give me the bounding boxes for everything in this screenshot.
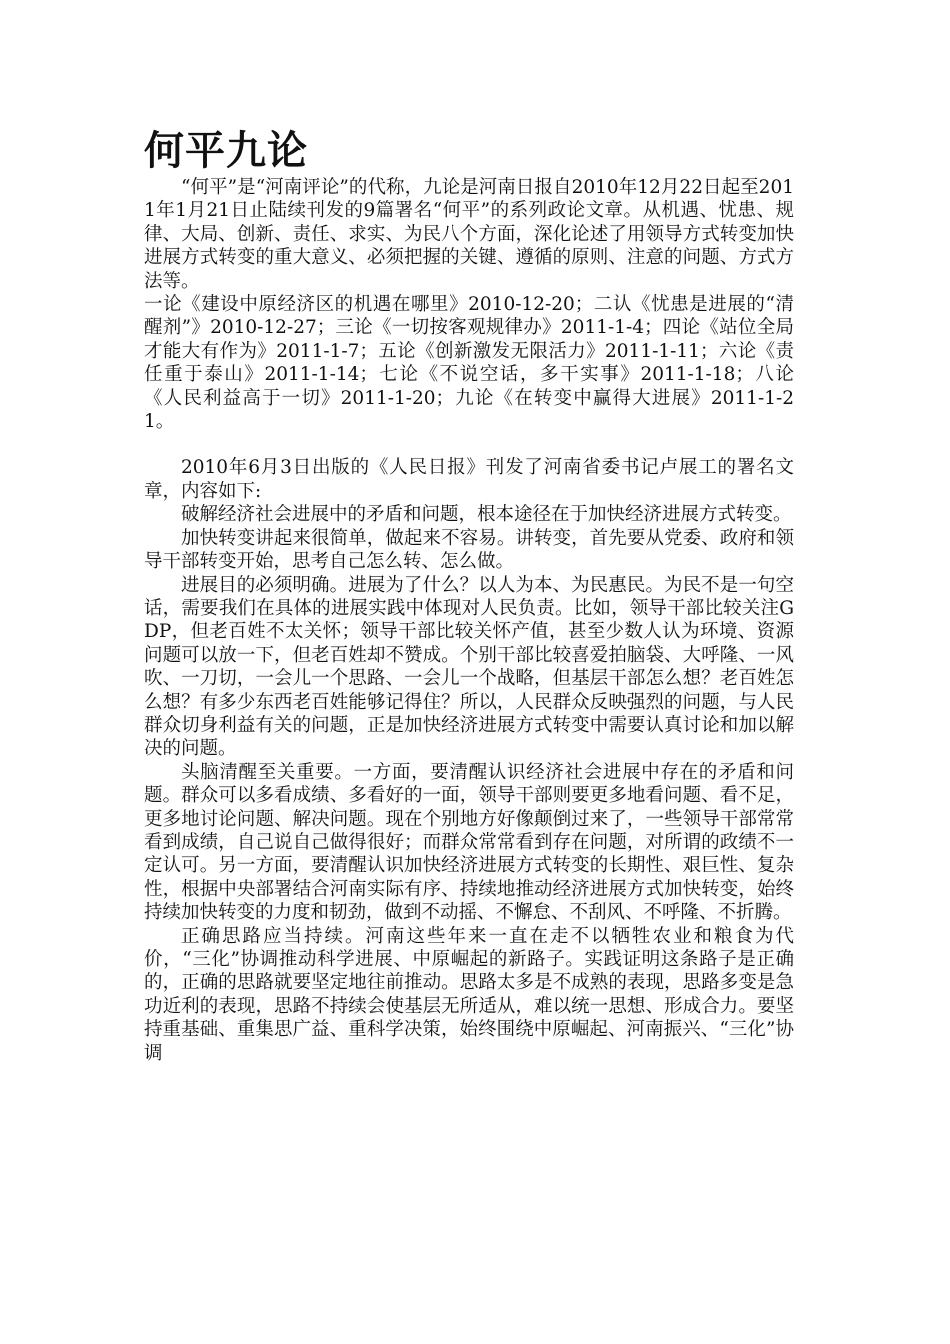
body-paragraph-2: 加快转变讲起来很简单，做起来不容易。讲转变，首先要从党委、政府和领导干部转变开始，思考自己怎么转、怎么做。 [144,527,794,573]
article-list-paragraph: 一论《建设中原经济区的机遇在哪里》2010-12-20；二认《忧患是进展的“清醒剂”》2010-12-27；三论《一切按客观规律办》2011-1-4；四论《站位全局才能大有作为》2011-1-7；五论《创新激发无限活力》2011-1-11；六论《责任重于泰山》2011-1-14；七论《不说空话，多干实事》2011-1-18；八论《人民利益高于一切》2011-1-20；九论《在转变中赢得大进展》2011-1-21。 [144,294,794,433]
body-paragraph-1: 破解经济社会进展中的矛盾和问题，根本途径在于加快经济进展方式转变。 [181,504,792,526]
paragraph-gap [144,433,794,456]
intro-paragraph: “何平”是“河南评论”的代称，九论是河南日报自2010年12月22日起至2011年1月21日止陆续刊发的9篇署名“何平”的系列政论文章。从机遇、忧患、规律、大局、创新、责任、求实、为民八个方面，深化论述了用领导方式转变加快进展方式转变的重大意义、必须把握的关键、遵循的原则、注意的问题、方式方法等。 [144,177,794,292]
body-paragraph-5: 正确思路应当持续。河南这些年来一直在走不以牺牲农业和粮食为代价，“三化”协调推动科学进展、中原崛起的新路子。实践证明这条路子是正确的，正确的思路就要坚定地往前推动。思路太多是不成熟的表现，思路多变是急功近利的表现，思路不持续会使基层无所适从，难以统一思想、形成合力。要坚持重基础、重集思广益、重科学决策，始终围绕中原崛起、河南振兴、“三化”协调 [144,925,794,1064]
body-paragraph-3: 进展目的必须明确。进展为了什么？以人为本、为民惠民。为民不是一句空话，需要我们在具体的进展实践中体现对人民负责。比如，领导干部比较关注GDP，但老百姓不太关怀；领导干部比较关怀产值，甚至少数人认为环境、资源问题可以放一下，但老百姓却不赞成。个别干部比较喜爱拍脑袋、大呼隆、一风吹、一刀切，一会儿一个思路、一会儿一个战略，但基层干部怎么想？老百姓怎么想？有多少东西老百姓能够记得住？所以，人民群众反映强烈的问题，与人民群众切身利益有关的问题，正是加快经济进展方式转变中需要认真讨论和加以解决的问题。 [144,574,794,760]
document-title: 何平九论 [144,128,308,174]
body-paragraph-4: 头脑清醒至关重要。一方面，要清醒认识经济社会进展中存在的矛盾和问题。群众可以多看成绩、多看好的一面，领导干部则要更多地看问题、看不足，更多地讨论问题、解决问题。现在个别地方好像颠倒过来了，一些领导干部常常看到成绩，自己说自己做得很好；而群众常常看到存在问题，对所谓的政绩不一定认可。另一方面，要清醒认识加快经济进展方式转变的长期性、艰巨性、复杂性，根据中央部署结合河南实际有序、持续地推动经济进展方式加快转变，始终持续加快转变的力度和韧劲，做到不动摇、不懈怠、不刮风、不呼隆、不折腾。 [144,761,794,924]
document-page [144,126,794,1065]
article-intro-paragraph: 2010年6月3日出版的《人民日报》刊发了河南省委书记卢展工的署名文章，内容如下: [144,457,794,502]
